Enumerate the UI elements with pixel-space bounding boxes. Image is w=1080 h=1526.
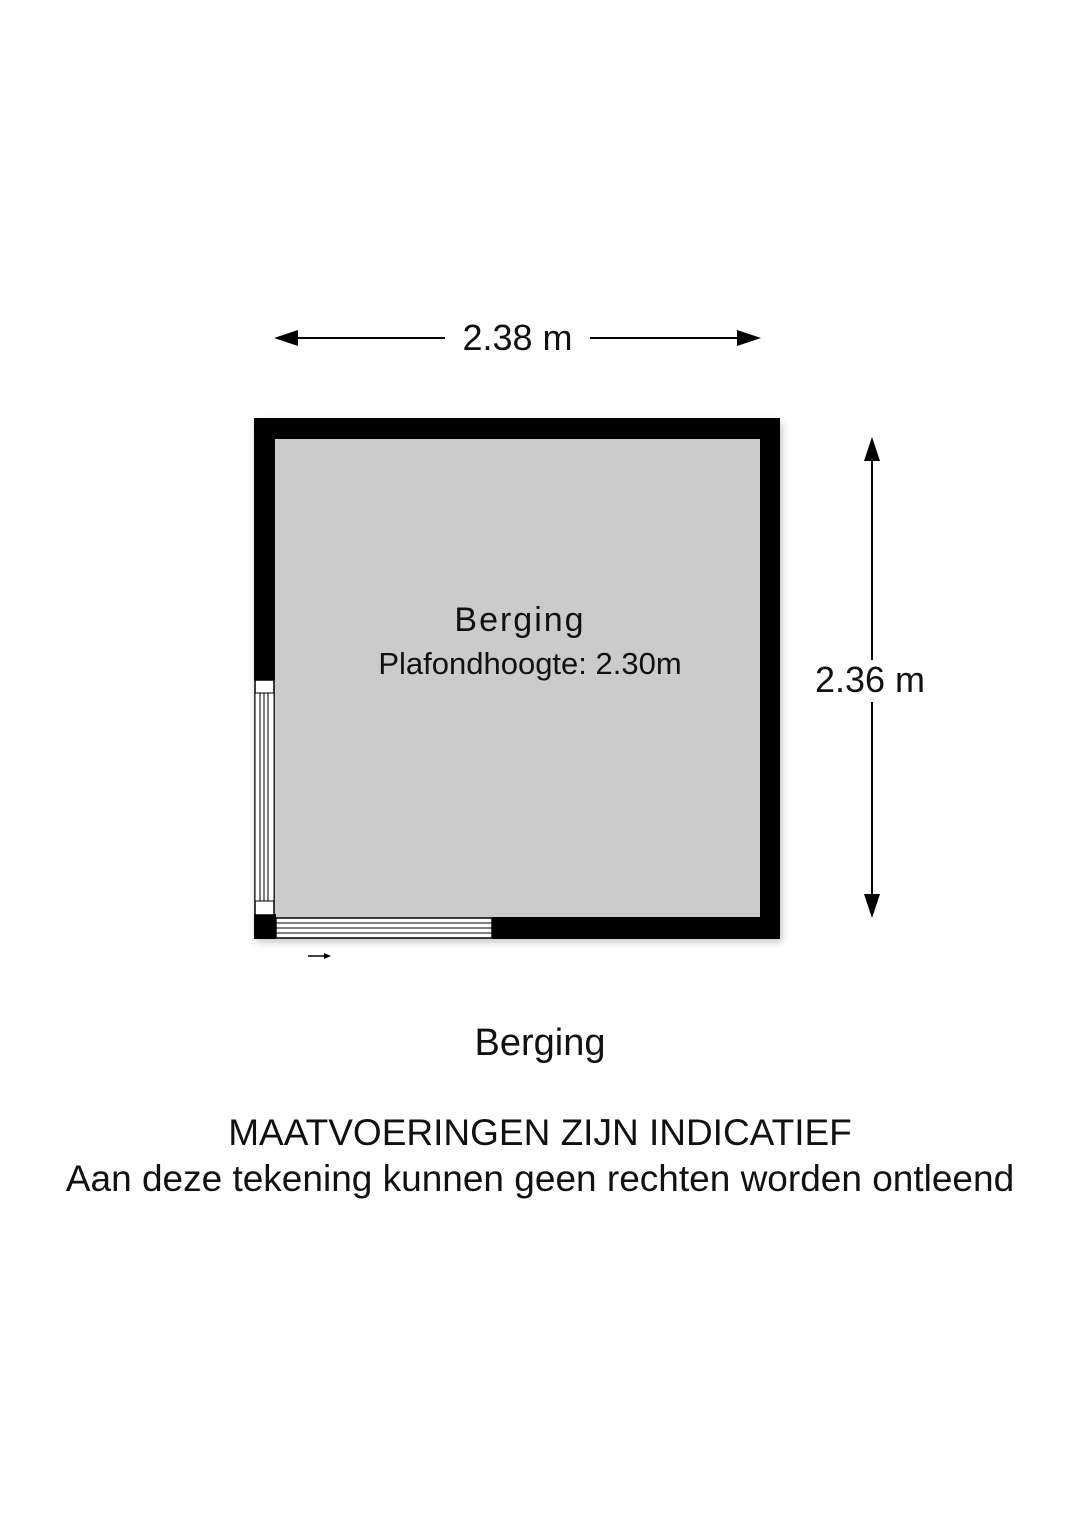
arrow-down-icon (864, 894, 880, 918)
disclaimer-heading: MAATVOERINGEN ZIJN INDICATIEF (228, 1112, 852, 1153)
small-arrow-right-icon (308, 953, 331, 959)
disclaimer-text: Aan deze tekening kunnen geen rechten worden ontleend (65, 1158, 1015, 1199)
arrow-up-icon (864, 437, 880, 461)
arrow-left-icon (274, 330, 298, 346)
room-name-label: Berging (454, 601, 586, 639)
door-bottom (276, 918, 492, 938)
width-dimension-label: 2.38 m (445, 318, 590, 358)
window-left (255, 680, 274, 915)
arrow-right-icon (737, 330, 761, 346)
floorplan-caption: Berging (474, 1022, 606, 1064)
ceiling-height-label: Plafondhoogte: 2.30m (378, 646, 682, 681)
height-dimension-label: 2.36 m (805, 660, 935, 700)
